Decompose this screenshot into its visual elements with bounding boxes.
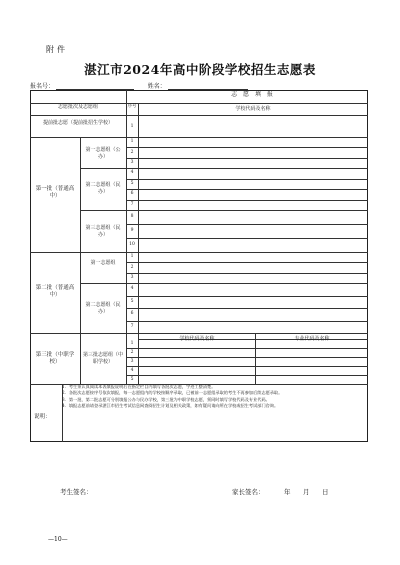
annex-label: 附件 [46,45,68,54]
seq-row-divider [126,273,368,274]
seq-number: 1 [130,139,134,144]
seq-number: 5 [130,377,134,382]
seq-number: 5 [130,181,134,186]
group-divider [80,283,368,284]
seq-number: 2 [130,150,134,155]
group-divider [80,168,368,169]
row-divider [30,115,368,116]
seq-number: 2 [130,265,134,270]
seq-number: 7 [130,324,134,329]
student-signature-label: 考生签名： [60,488,93,496]
seq-number: 2 [130,350,134,355]
seq-number: 3 [130,359,134,364]
volunteers-header: 志 愿 填 报 [231,91,275,98]
id-line [30,81,248,90]
notes [62,384,364,409]
note-item: 3．第一批、第二批志愿可分别填报公办与民办学校，第三批为中职学校志愿，须同时填写学校代码及专业代码。 [62,396,270,402]
exam-number-field[interactable] [56,82,134,90]
advance-batch-label: 提前批志愿（提前批招生学校） [42,120,113,126]
page-number: —10— [48,536,68,543]
group-divider [80,210,368,211]
seq-header: 序号 [127,104,137,109]
school-code-header: 学校代码及名称 [235,106,271,112]
seq-number: 6 [130,191,134,196]
seq-number: 4 [130,286,134,291]
note-item: 4．填报志愿前请登录湛江市招生考试信息网查阅招生计划及相关政策，如有疑问请向所在学校或招生考试部门咨询。 [62,402,279,408]
seq-row-divider [126,321,368,322]
seq-number: 7 [130,202,134,207]
batch1-group1-label: 第一志愿组（公办） [85,147,121,160]
batch3-label: 第三批（中职学校） [35,352,75,365]
col-divider [255,333,256,384]
batch3-major-col-header: 专业代码及名称 [294,336,330,342]
seq-row-divider [126,189,368,190]
seq-row-divider [126,308,368,309]
col-divider [80,137,81,384]
name-field[interactable] [168,82,248,90]
seq-number: 1 [130,341,134,346]
seq-row-divider [126,296,368,297]
batch1-group3-label: 第三志愿组（民办） [85,225,121,238]
batch2-group1-label: 第一志愿组 [90,260,116,266]
note-item: 2．各批次志愿按序号依次填报，每一志愿组内的学校按顺序录取，已被前一志愿组录取的考生不再参加后续志愿录取。 [62,390,283,396]
batch1-group2-label: 第二志愿组（民办） [85,182,121,195]
batch1-label: 第一批（普通高中） [35,186,75,199]
seq-row-divider [126,357,368,358]
seq-row-divider [126,262,368,263]
seq-row-divider [126,348,368,349]
seq-row-divider [126,147,368,148]
seq-row-divider [126,366,368,367]
exam-number-label: 报名号： [30,83,55,90]
form-title: 湛江市2024年高中阶段学校招生志愿表 [84,62,316,77]
batch2-group2-label: 第二志愿组（民办） [85,302,121,315]
seq-number: 4 [130,368,134,373]
seq-number: 8 [130,214,134,219]
guardian-signature-label: 家长签名： [232,488,265,496]
col-divider [138,103,139,384]
name-label: 姓名： [147,83,166,90]
batch3-school-col-header: 学校代码及名称 [179,336,215,342]
batch3-group-label: 第三批志愿组（中职学校） [82,352,123,365]
seq-number: 4 [130,170,134,175]
seq-number: 1 [130,254,134,259]
col-divider [126,90,127,384]
seq-row-divider [126,224,368,225]
signature-date: 年 月 日 [284,488,332,496]
note-item: 1．考生须认真阅读本表填报说明后在指定栏目内填写各批次志愿，字迹工整清楚。 [62,384,216,389]
seq-row-divider [126,200,368,201]
notes-label: 说明： [34,414,51,420]
category-header: 志愿批次及志愿组 [57,104,98,110]
batch2-label: 第二批（普通高中） [35,285,75,298]
seq-number: 6 [130,311,134,316]
seq-number: 1 [130,124,134,129]
seq-row-divider [126,158,368,159]
seq-number: 3 [130,160,134,165]
seq-number: 10 [129,242,135,247]
seq-number: 3 [130,275,134,280]
seq-row-divider [126,179,368,180]
seq-row-divider [126,238,368,239]
seq-number: 9 [130,228,134,233]
seq-row-divider [126,375,368,376]
seq-number: 5 [130,299,134,304]
